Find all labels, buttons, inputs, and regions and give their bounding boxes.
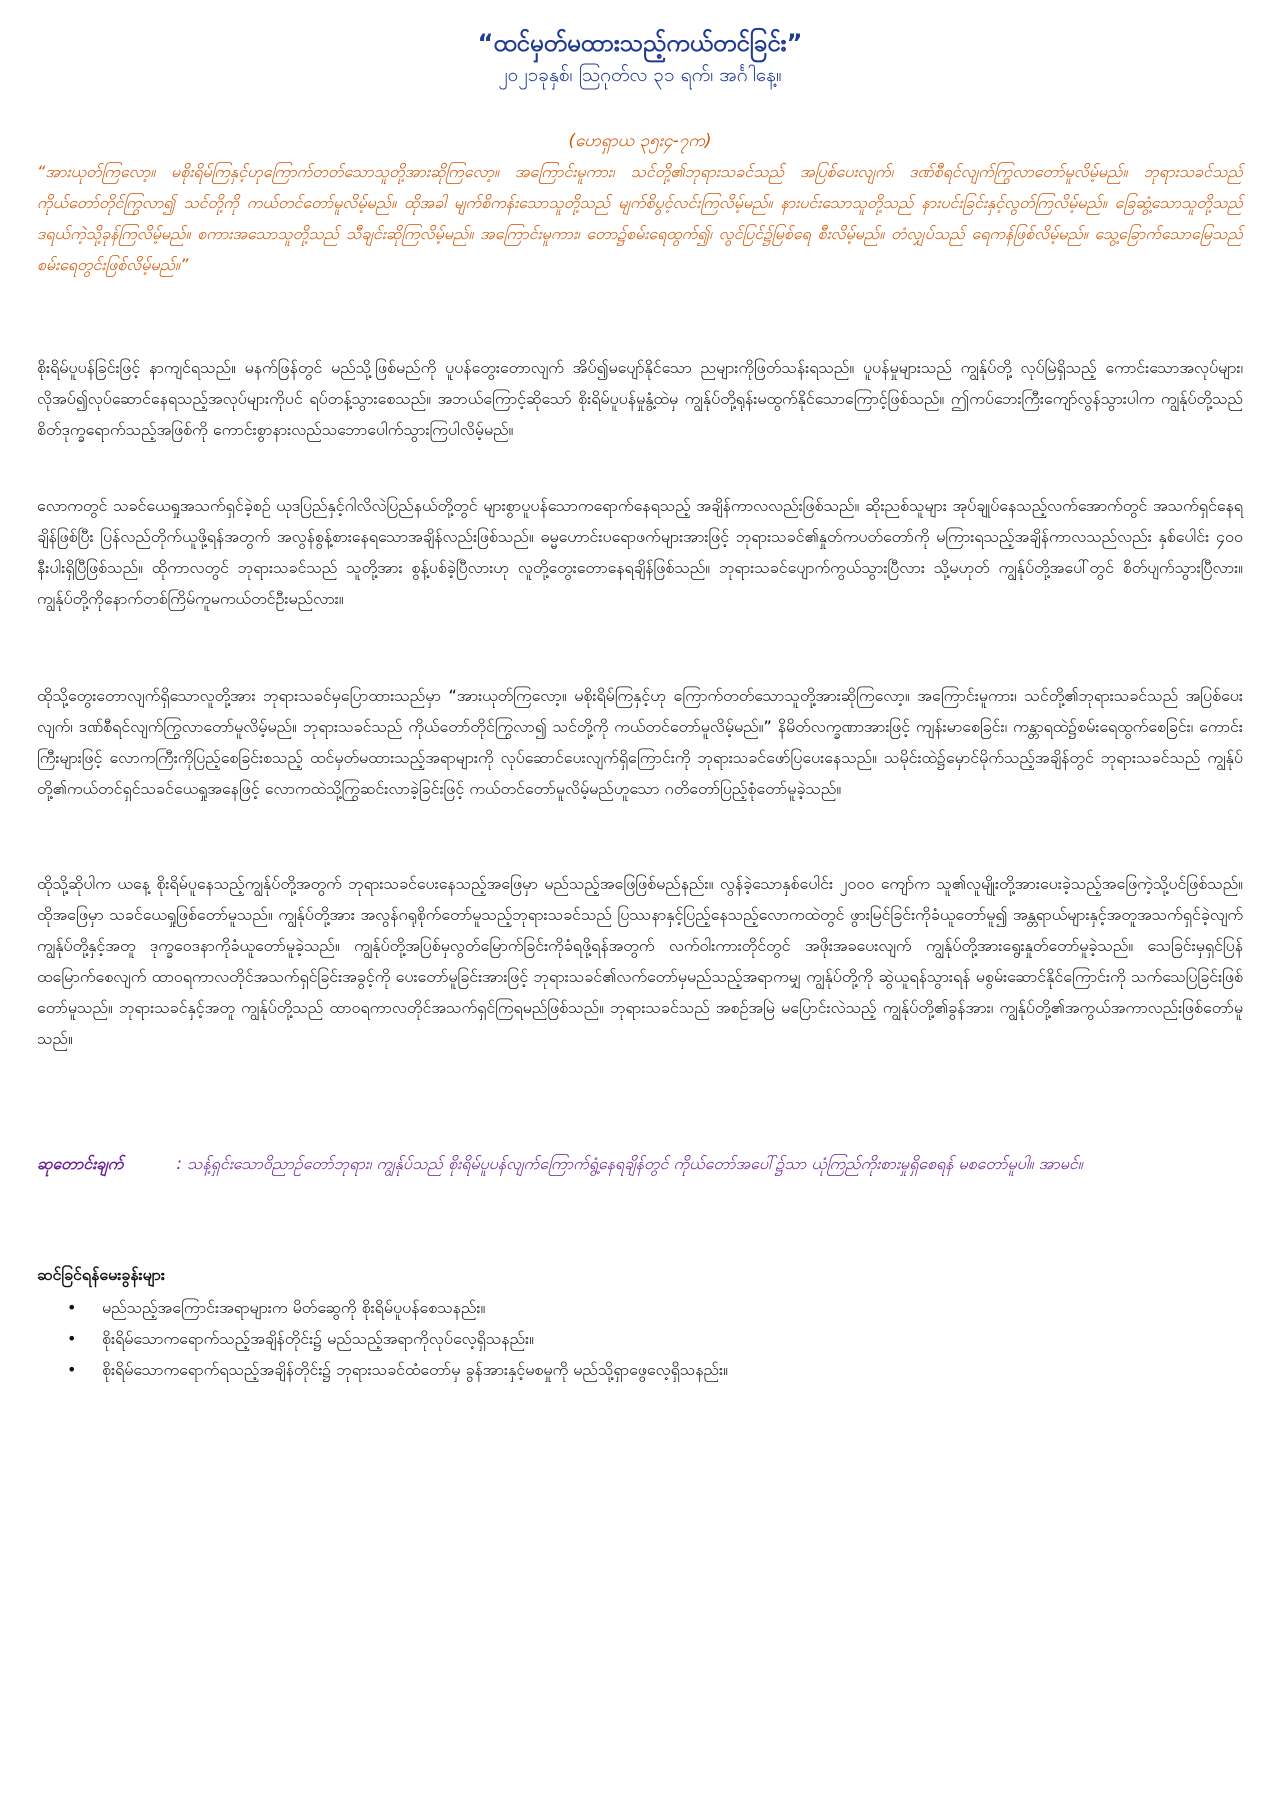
question-item [37,1292,1243,1323]
bullet-icon: • [67,1298,77,1317]
scripture-reference: (ဟေရှာယ ၃၅း၄-၇က) [568,131,712,151]
body-paragraph-1: စိုးရိမ်ပူပန်ခြင်းဖြင့် နာကျင်ရသည်။ မနက်ဖြန်တွင် မည်သို့ဖြစ်မည်ကို ပူပန်တွေးတောလျက် အိပ်၍မပျော်နိုင်သော ညများကိုဖြတ်သန်းရသည်။ ပူပန်မှုများသည် ကျွန်ုပ်တို့ လုပ်မြဲရှိသည့် ကောင်းသောအလုပ်များ၊ လိုအပ်၍လုပ်ဆောင်နေရသည့်အလုပ်များကိုပင် ရပ်တန့်သွားစေသည်။ အဘယ်ကြောင့်ဆိုသော် စိုးရိမ်ပူပန်မှုနွံ့ထဲမှ ကျွန်ုပ်တို့ရုန်းမထွက်နိုင်သောကြောင့်ဖြစ်သည်။ ဤကပ်ဘေးကြီးကျော်လွန်သွားပါက ကျွန်ုပ်တို့သည် စိတ်ဒုက္ခရောက်သည့်အဖြစ်ကို ကောင်းစွာနားလည်သဘောပေါက်သွားကြပါလိမ့်မည်။ [37,358,1243,439]
bullet-icon: • [67,1329,77,1348]
bullet-icon: • [67,1360,77,1379]
prayer-text: သန့်ရှင်းသောဝိညာဉ်တော်ဘုရား၊ ကျွန်ုပ်သည် စိုးရိမ်ပူပန်လျက်ကြောက်ရွံ့နေရချိန်တွင် ကိုယ်တော်အပေါ်၌သာ ယုံကြည်ကိုးစားမှုရှိစေရန် မစတော်မူပါ။ အာမင်။ [187,1154,1083,1173]
question-text: စိုးရိမ်သောကရောက်သည့်အချိန်တိုင်း၌ မည်သည့်အရာကိုလုပ်လေ့ရှိသနည်း။ [102,1329,534,1348]
prayer-label: ဆုတောင်းချက် [37,1154,124,1173]
body-paragraph-2: လောကတွင် သခင်ယေရှုအသက်ရှင်ခဲ့စဉ် ယုဒပြည်နှင့်ဂါလိလဲပြည်နယ်တို့တွင် များစွာပူပန်သောကရောက်နေရသည့် အချိန်ကာလလည်းဖြစ်သည်။ ဆိုးညစ်သူများ အုပ်ချုပ်နေသည့်လက်အောက်တွင် အသက်ရှင်နေရချိန်ဖြစ်ပြီး ပြန်လည်တိုက်ယူဖို့ရန်အတွက် အလွန်စွန့်စားနေရသောအချိန်လည်းဖြစ်သည်။ ဓမ္မဟောင်းပရောဖက်များအားဖြင့် ဘုရားသခင်၏နှုတ်ကပတ်တော်ကို မကြားရသည့်အချိန်ကာလသည်လည်း နှစ်ပေါင်း ၄၀၀ နီးပါးရှိပြီဖြစ်သည်။ ထိုကာလတွင် ဘုရားသခင်သည် သူတို့အား စွန့်ပစ်ခဲ့ပြီလားဟု လူတို့တွေးတောနေရချိန်ဖြစ်သည်။ ဘုရားသခင်ပျောက်ကွယ်သွားပြီလား သို့မဟုတ် ကျွန်ုပ်တို့အပေါ်တွင် စိတ်ပျက်သွားပြီလား။ ကျွန်ုပ်တို့ကိုနောက်တစ်ကြိမ်ကူမကယ်တင်ဦးမည်လား။ [37,496,1243,608]
question-item [37,1323,1243,1354]
reflection-questions [37,1260,1243,1385]
scripture-block [37,128,1243,280]
question-text: မည်သည့်အကြောင်းအရာများက မိတ်ဆွေကို စိုးရိမ်ပူပန်စေသနည်း။ [102,1298,486,1317]
question-item [37,1354,1243,1385]
body-paragraph-3: ထိုသို့တွေးတောလျက်ရှိသောလူတို့အား ဘုရားသခင်မှပြောထားသည်မှာ “အားယုတ်ကြလော့။ မစိုးရိမ်ကြနှင့်ဟု ကြောက်တတ်သောသူတို့အားဆိုကြလော့။ အကြောင်းမူကား၊ သင်တို့၏ဘုရားသခင်သည် အပြစ်ပေးလျက်၊ ဒဏ်စီရင်လျက်ကြွလာတော်မူလိမ့်မည်။ ဘုရားသခင်သည် ကိုယ်တော်တိုင်ကြွလာ၍ သင်တို့ကို ကယ်တင်တော်မူလိမ့်မည်။” နိမိတ်လက္ခဏာအားဖြင့် ကျန်းမာစေခြင်း၊ ကန္တာရထဲ၌စမ်းရေထွက်စေခြင်း၊ ကောင်းကြီးများဖြင့် လောကကြီးကိုပြည့်စေခြင်းစသည့် ထင်မှတ်မထားသည့်အရာများကို လုပ်ဆောင်ပေးလျက်ရှိကြောင်းကို ဘုရားသခင်ဖော်ပြပေးနေသည်။ သမိုင်းထဲ၌မှောင်မိုက်သည့်အချိန်တွင် ဘုရားသခင်သည် ကျွန်ုပ်တို့၏ကယ်တင်ရှင်သခင်ယေရှုအနေဖြင့် လောကထဲသို့ကြွဆင်းလာခဲ့ခြင်းဖြင့် ကယ်တင်တော်မူလိမ့်မည်ဟူသော ဂတိတော်ပြည့်စုံတော်မူခဲ့သည်။ [37,686,1243,798]
prayer-separator: : [176,1154,182,1173]
prayer-block [37,1148,1243,1179]
body-paragraph-4: ထိုသို့ဆိုပါက ယနေ့ စိုးရိမ်ပူနေသည့်ကျွန်ုပ်တို့အတွက် ဘုရားသခင်ပေးနေသည့်အဖြေမှာ မည်သည့်အဖြေဖြစ်မည်နည်း။ လွန်ခဲ့သောနှစ်ပေါင်း ၂၀၀၀ ကျော်က သူ၏လူမျိုးတို့အားပေးခဲ့သည့်အဖြေကဲ့သို့ပင်ဖြစ်သည်။ ထိုအဖြေမှာ သခင်ယေရှုဖြစ်တော်မူသည်။ ကျွန်ုပ်တို့အား အလွန်ဂရုစိုက်တော်မူသည့်ဘုရားသခင်သည် ပြဿနာနှင့်ပြည့်နေသည့်လောကထဲတွင် ဖွားမြင်ခြင်းကိုခံယူတော်မူ၍ အန္တရာယ်များနှင့်အတူအသက်ရှင်ခဲ့လျက် ကျွန်ုပ်တို့နှင့်အတူ ဒုက္ခဝေဒနာကိုခံယူတော်မူခဲ့သည်။ ကျွန်ုပ်တို့အပြစ်မှလွတ်မြောက်ခြင်းကိုခံရဖို့ရန်အတွက် လက်ဝါးကားတိုင်တွင် အဖိုးအခပေးလျက် ကျွန်ုပ်တို့အားရွေးနှုတ်တော်မူခဲ့သည်။ သေခြင်းမှရှင်ပြန်ထမြောက်စေလျက် ထာဝရကာလတိုင်အသက်ရှင်ခြင်းအခွင့်ကို ပေးတော်မူခြင်းအားဖြင့် ဘုရားသခင်၏လက်တော်မှမည်သည့်အရာကမျှ ကျွန်ုပ်တို့ကို ဆွဲယူရန်သွားရန် မစွမ်းဆောင်နိုင်ကြောင်းကို သက်သေပြခြင်းဖြစ်တော်မူသည်။ ဘုရားသခင်နှင့်အတူ ကျွန်ုပ်တို့သည် ထာဝရကာလတိုင်အသက်ရှင်ကြရမည်ဖြစ်သည်။ ဘုရားသခင်သည် အစဉ်အမြဲ မပြောင်းလဲသည့် ကျွန်ုပ်တို့၏ခွန်အား၊ ကျွန်ုပ်တို့၏အကွယ်အကာလည်းဖြစ်တော်မူသည်။ [37,874,1243,1048]
questions-list [37,1292,1243,1385]
scripture-text: “အားယုတ်ကြလော့။ မစိုးရိမ်ကြနှင့်ဟုကြောက်တတ်သောသူတို့အားဆိုကြလော့။ အကြောင်းမူကား၊ သင်တို့၏ဘုရားသခင်သည် အပြစ်ပေးလျက်၊ ဒဏ်စီရင်လျက်ကြွလာတော်မူလိမ့်မည်။ ဘုရားသခင်သည် ကိုယ်တော်တိုင်ကြွလာ၍ သင်တို့ကို ကယ်တင်တော်မူလိမ့်မည်။ ထိုအခါ မျက်စိကန်းသောသူတို့သည် မျက်စိပွင့်လင်းကြလိမ့်မည်။ နားပင်းသောသူတို့သည် နားပင်းခြင်းနှင့်လွတ်ကြလိမ့်မည်။ ခြေဆွံ့သောသူတို့သည် ဒရယ်ကဲ့သို့ခုန်ကြလိမ့်မည်။ စကားအသောသူတို့သည် သီချင်းဆိုကြလိမ့်မည်။ အကြောင်းမူကား၊ တော၌စမ်းရေထွက်၍၊ လွင်ပြင်၌မြစ်ရေ စီးလိမ့်မည်။ တံလျှပ်သည် ရေကန်ဖြစ်လိမ့်မည်။ သွေ့ခြောက်သောမြေသည် စမ်းရေတွင်းဖြစ်လိမ့်မည်။” [37,162,1243,274]
date-line: ၂၀၂၁ခုနှစ်၊ ဩဂုတ်လ ၃၁ ရက်၊ အင်္ဂါနေ့။ [498,64,782,86]
question-text: စိုးရိမ်သောကရောက်ရသည့်အချိန်တိုင်း၌ ဘုရားသခင်ထံတော်မှ ခွန်အားနှင့်မစမှုကို မည်သို့ရှာဖွေလေ့ရှိသနည်း။ [102,1360,728,1379]
page-header [0,26,1280,90]
questions-heading: ဆင်ခြင်ရန်မေးခွန်းများ [37,1265,165,1284]
page-title: “ထင်မှတ်မထားသည့်ကယ်တင်ခြင်း” [477,29,803,57]
